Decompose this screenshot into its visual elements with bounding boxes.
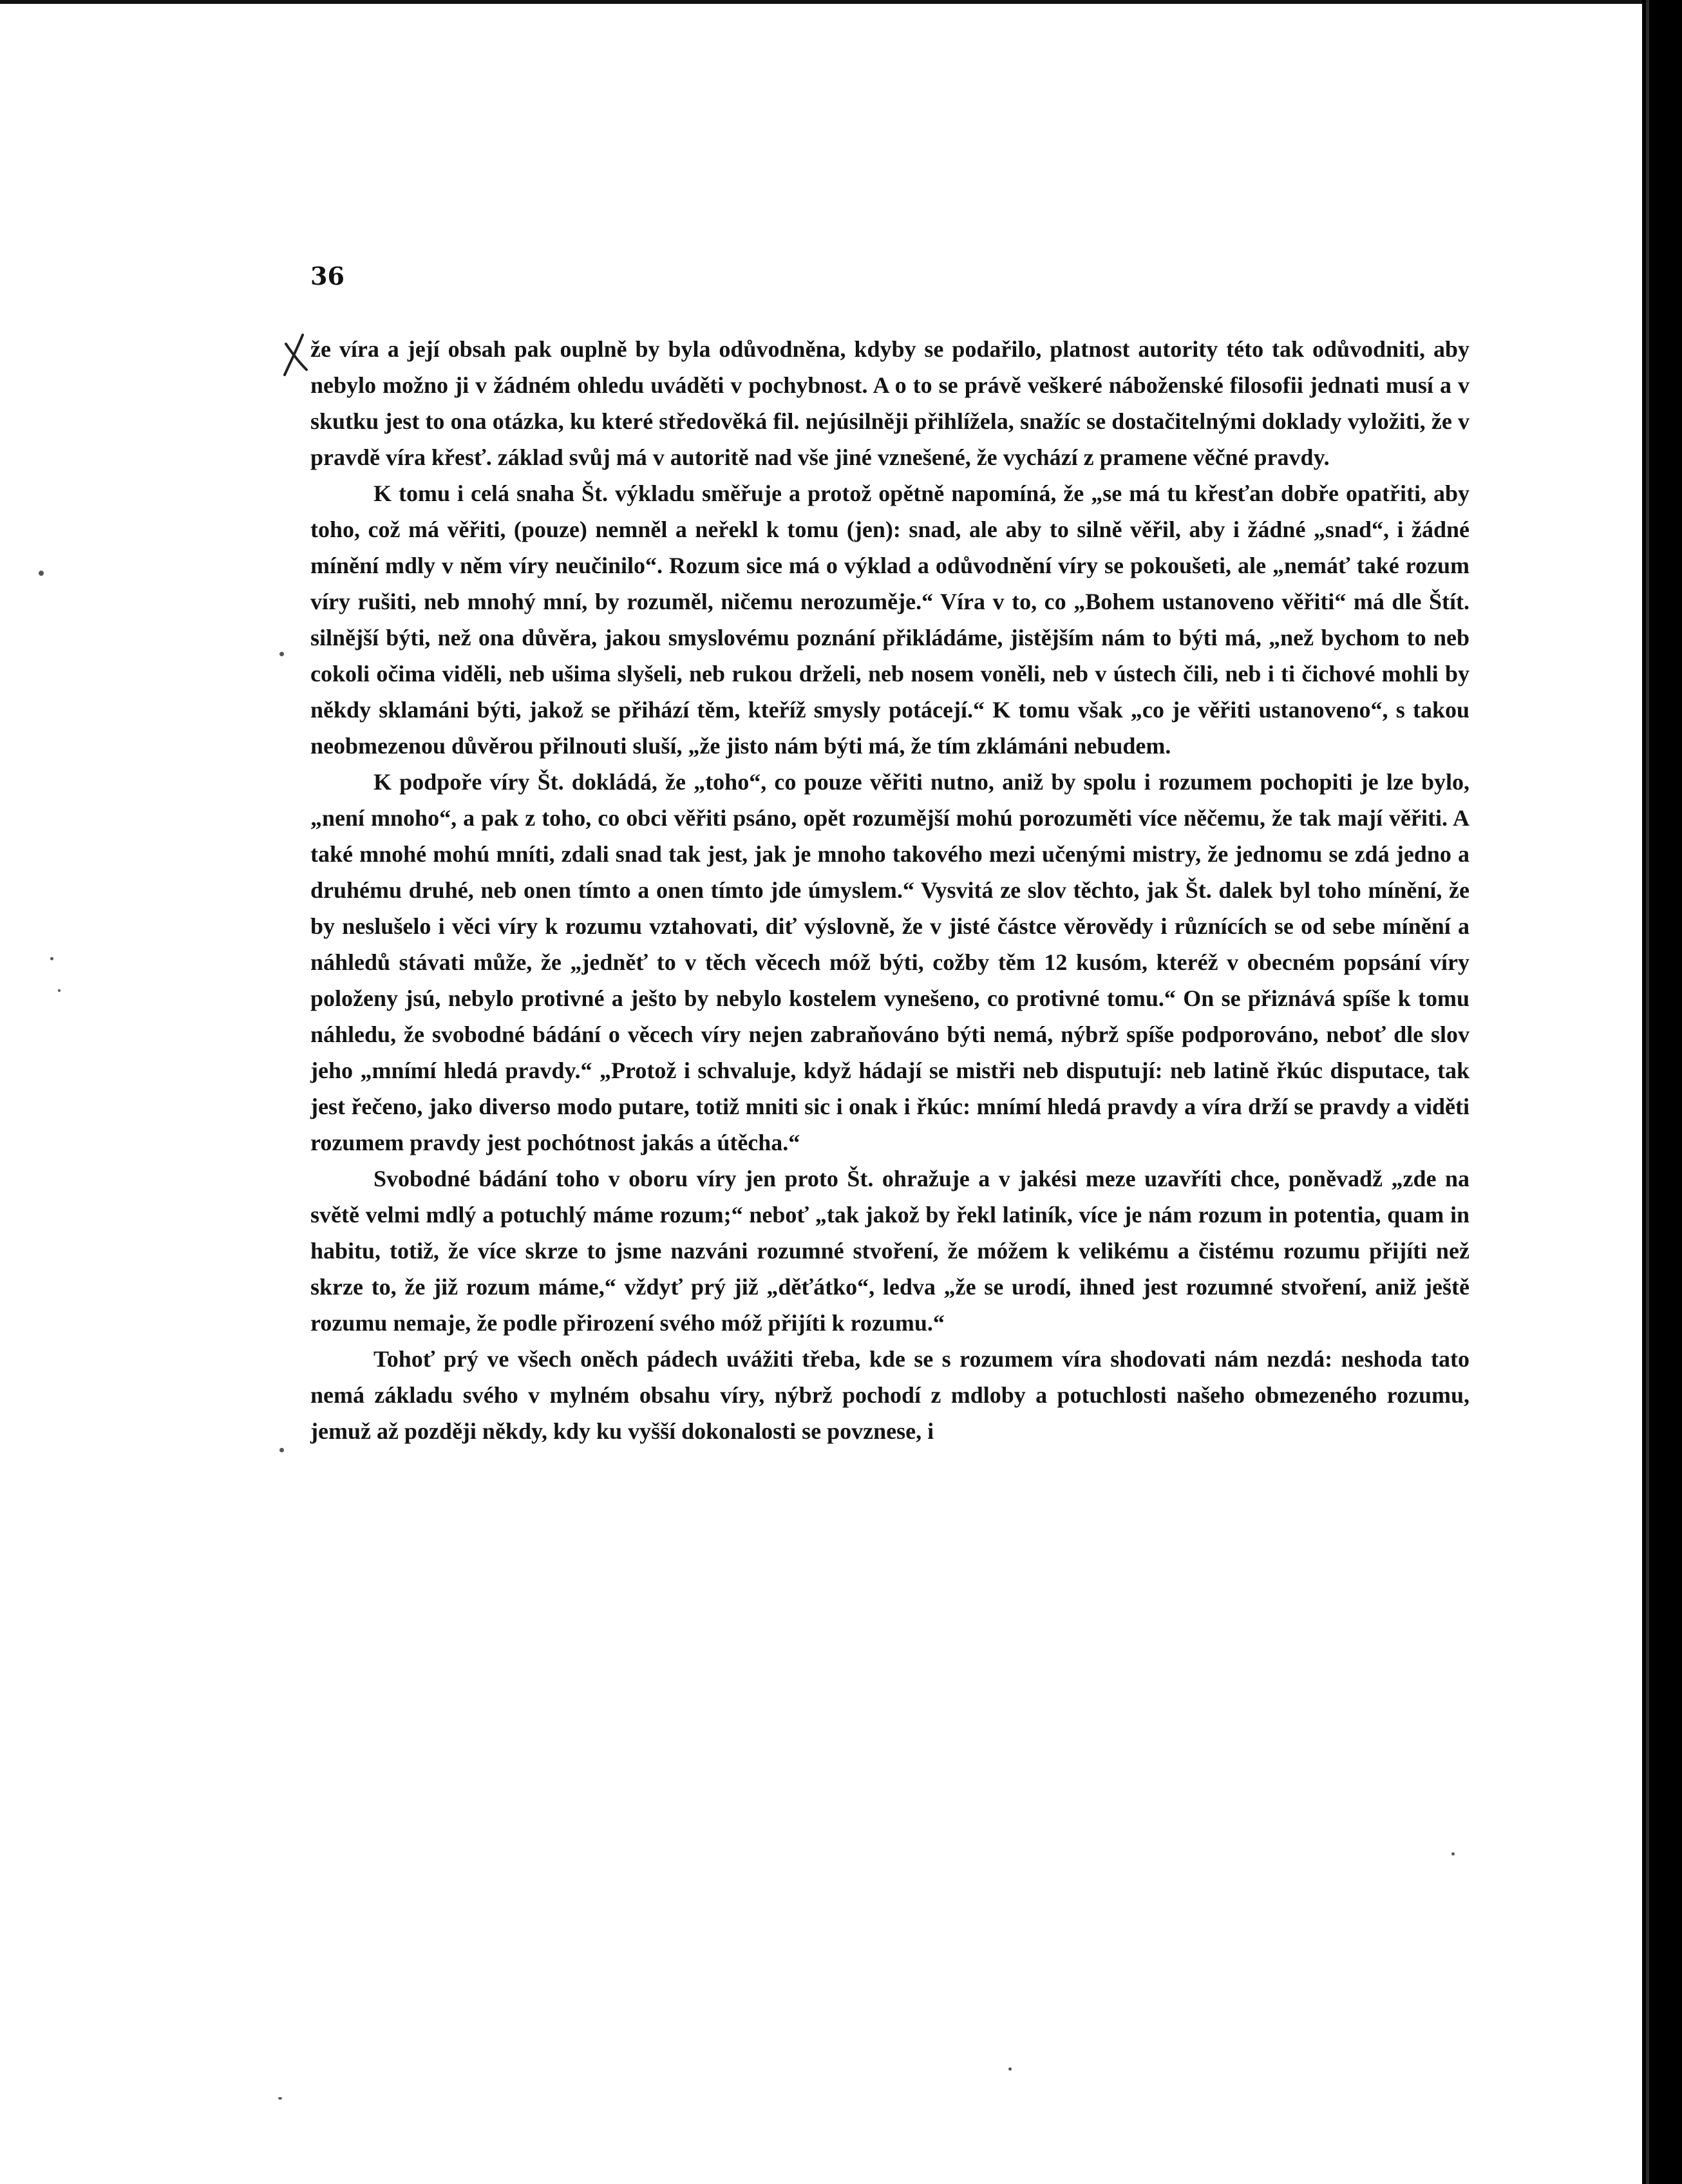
scan-speck bbox=[279, 652, 284, 656]
scan-speck bbox=[39, 571, 44, 576]
page-number: 36 bbox=[310, 261, 345, 290]
scan-speck bbox=[1008, 2067, 1012, 2071]
scan-speck bbox=[278, 2097, 282, 2100]
scan-speck bbox=[1451, 1852, 1455, 1856]
body-text bbox=[310, 331, 1469, 1449]
scan-speck bbox=[50, 957, 53, 960]
paragraph: že víra a její obsah pak ouplně by byla odůvodněna, kdyby se podařilo, platnost autority této tak odůvodniti, aby nebylo možno ji v žádném ohledu uváděti v pochybnost. A o to se právě veškeré náboženské filosofii jednati musí a v skutku jest to ona otázka, ku které středověká fil. nejúsilněji přihlížela, snažíc se dostačitelnými doklady vyložiti, že v pravdě víra křesť. základ svůj má v autoritě nad vše jiné vznešené, že vychází z pramene věčné pravdy. bbox=[310, 336, 1469, 470]
scan-edge-line bbox=[1646, 0, 1649, 2184]
paragraph: Svobodné bádání toho v oboru víry jen proto Št. ohražuje a v jakési meze uzavříti chce, poněvadž „zde na světě velmi mdlý a potuchlý máme rozum;“ neboť „tak jakož by řekl latiník, více je nám rozum in potentia, quam in habitu, totiž, že více skrze to jsme nazváni rozumné stvoření, že móžem k velikému a čistému rozumu přijíti než skrze to, že již rozum máme,“ vždyť prý již „děťátko“, ledva „že se urodí, ihned jest rozumné stvoření, aniž ještě rozumu nemaje, že podle přirození svého móž přijíti k rozumu.“ bbox=[310, 1166, 1469, 1336]
scan-speck bbox=[58, 989, 61, 992]
paragraph: Tohoť prý ve všech oněch pádech uvážiti třeba, kde se s rozumem víra shodovati nám nezdá: neshoda tato nemá základu svého v mylném obsahu víry, nýbrž pochodí z mdloby a potuchlosti našeho obmezeného rozumu, jemuž až později někdy, kdy ku vyšší dokonalosti se povznese, i bbox=[310, 1346, 1469, 1444]
paragraph: K tomu i celá snaha Št. výkladu směřuje a protož opětně napomíná, že „se má tu křesťan dobře opatřiti, aby toho, což má věřiti, (pouze) nemněl a neřekl k tomu (jen): snad, ale aby to silně věřil, aby i žádné „snad“, i žádné mínění mdly v něm víry neučinilo“. Rozum sice má o výklad a odůvodnění víry se pokoušeti, ale „nemáť také rozum víry rušiti, neb mnohý mní, by rozuměl, ničemu nerozuměje.“ Víra v to, co „Bohem ustanoveno věřiti“ má dle Štít. silnější býti, než ona důvěra, jakou smyslovému poznání přikládáme, jistějším nám to býti má, „než bychom to neb cokoli očima viděli, neb ušima slyšeli, neb rukou drželi, neb nosem voněli, neb v ústech čili, neb i ti čichové mohli by někdy sklamáni býti, jakož se přihází těm, kteříž smysly potácejí.“ K tomu však „co je věřiti ustanoveno“, s takou neobmezenou důvěrou přilnouti sluší, „že jisto nám býti má, že tím zklámáni nebudem. bbox=[310, 480, 1469, 759]
scan-speck bbox=[279, 1448, 284, 1452]
handwritten-x-mark bbox=[281, 332, 310, 377]
paragraph: K podpoře víry Št. dokládá, že „toho“, co pouze věřiti nutno, aniž by spolu i rozumem pochopiti je lze bylo, „není mnoho“, a pak z toho, co obci věřiti psáno, opět rozumější mohú porozuměti více něčemu, že tak mají věřiti. A také mnohé mohú mníti, zdali snad tak jest, jak je mnoho takového mezi učenými mistry, že jednomu se zdá jedno a druhému druhé, neb onen tímto a onen tímto jde úmyslem.“ Vysvitá ze slov těchto, jak Št. dalek byl toho mínění, že by neslušelo i věci víry k rozumu vztahovati, diť výslovně, že v jisté částce věrovědy i různících se od sebe mínění a náhledů stávati může, že „jedněť to v těch věcech móž býti, cožby těm 12 kusóm, kteréž v obecném popsání víry položeny jsú, nebylo protivné a ješto by nebylo kostelem vynešeno, co protivné tomu.“ On se přiznává spíše k tomu náhledu, že svobodné bádání o věcech víry nejen zabraňováno býti nemá, nýbrž spíše podporováno, neboť dle slov jeho „mnímí hledá pravdy.“ „Protož i schvaluje, když hádají se mistři neb disputují: neb latině řkúc disputace, tak jest řečeno, jako diverso modo putare, totiž mniti sic i onak i řkúc: mnímí hledá pravdy a víra drží se pravdy a viděti rozumem pravdy jest pochótnost jakás a útěcha.“ bbox=[310, 769, 1469, 1155]
